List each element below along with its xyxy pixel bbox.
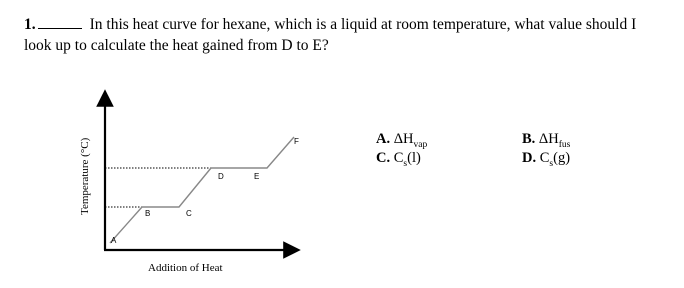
choice-d-state: (g) <box>553 150 571 166</box>
choice-c <box>376 150 421 169</box>
choice-b <box>522 131 570 150</box>
choice-c-letter: C. <box>376 150 391 166</box>
point-label-d: D <box>218 172 224 181</box>
point-label-f: F <box>294 137 299 146</box>
choice-c-state: (l) <box>407 150 421 166</box>
choice-a-sub: vap <box>413 139 428 150</box>
question-text-line1: In this heat curve for hexane, which is a liquid at room temperature, what value should I <box>89 16 637 33</box>
point-label-e: E <box>254 172 260 181</box>
choice-b-letter: B. <box>522 131 536 147</box>
choice-a-symbol: ΔH <box>393 131 414 147</box>
choice-a <box>376 131 427 150</box>
choice-c-symbol: C <box>393 150 404 166</box>
choice-c-sub: s <box>403 158 408 169</box>
y-axis-label: Temperature (°C) <box>79 137 91 215</box>
question-text-line2: look up to calculate the heat gained from D to E? <box>24 37 329 54</box>
heating-curve-graph <box>60 88 320 288</box>
choice-a-letter: A. <box>376 131 391 147</box>
point-label-a: A <box>111 236 117 245</box>
answer-blank <box>38 16 82 29</box>
question-line-1 <box>24 14 674 35</box>
question-number: 1. <box>24 16 36 33</box>
x-axis-label: Addition of Heat <box>148 262 223 274</box>
point-label-b: B <box>145 209 151 218</box>
choice-d-letter: D. <box>522 150 537 166</box>
choice-b-symbol: ΔH <box>538 131 559 147</box>
choice-d-sub: s <box>549 158 554 169</box>
choice-d-symbol: C <box>539 150 550 166</box>
point-label-c: C <box>186 209 192 218</box>
choice-d <box>522 150 570 169</box>
choice-b-sub: fus <box>558 139 571 150</box>
heating-curve-line <box>110 137 294 243</box>
question-text <box>24 14 674 56</box>
